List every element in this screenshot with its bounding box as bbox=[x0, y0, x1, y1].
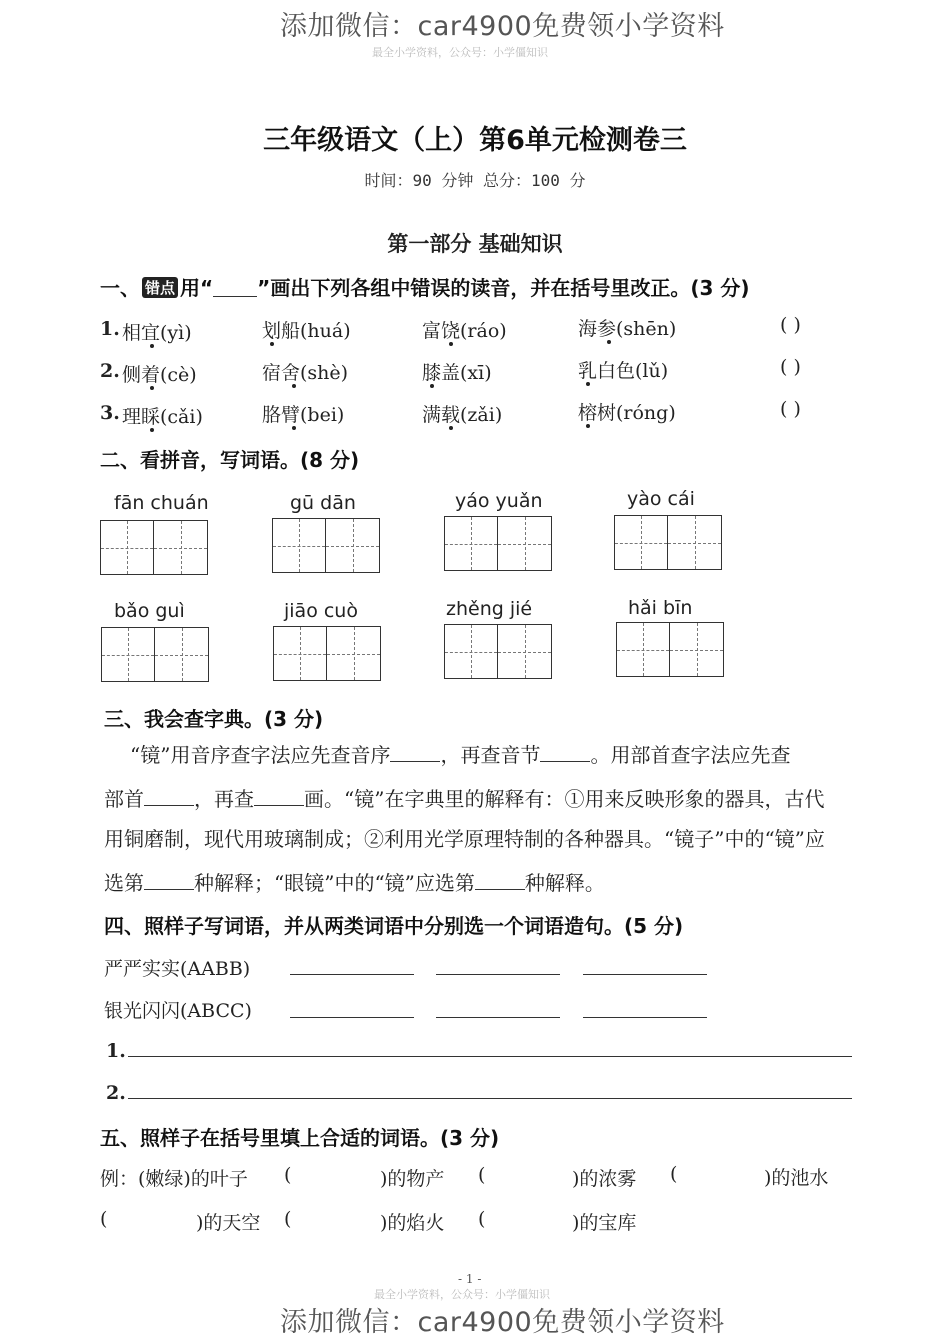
faint-footer: 最全小学资料，公众号：小学僵知识 bbox=[374, 1288, 550, 1301]
q4-aabb-blank-3[interactable] bbox=[583, 974, 707, 975]
q3-line-4: 选第 种解释；“眼镜”中的“镜”应选第 种解释。 bbox=[104, 871, 605, 895]
q5-item-chishui: )的池水 bbox=[764, 1167, 829, 1189]
q4-abcc-blank-3[interactable] bbox=[583, 1017, 707, 1018]
writing-grid-8[interactable] bbox=[616, 622, 724, 677]
emphasis-dot bbox=[150, 344, 154, 348]
q4-abcc-blank-1[interactable] bbox=[290, 1017, 414, 1018]
question-3-title: 三、我会查字典。(3 分) bbox=[104, 707, 324, 731]
question-1-text-a: 用“ bbox=[180, 276, 214, 300]
page-number: - 1 - bbox=[458, 1272, 482, 1286]
q1-row-1-answer[interactable]: ( ) bbox=[780, 314, 801, 336]
q4-abcc-blank-2[interactable] bbox=[436, 1017, 560, 1018]
error-tag: 错点 bbox=[142, 277, 178, 298]
q1-row-1-num: 1. bbox=[100, 318, 120, 340]
emphasis-dot bbox=[292, 426, 296, 430]
pinyin-6: jiāo cuò bbox=[284, 600, 358, 622]
question-1-prefix: 一、 bbox=[100, 276, 140, 300]
emphasis-dot bbox=[586, 424, 590, 428]
q1-row-2-item-4: 乳白色(lǔ) bbox=[578, 360, 669, 382]
q4-label-aabb: 严严实实(AABB) bbox=[104, 958, 251, 980]
q5-paren-open[interactable]: ( bbox=[670, 1163, 678, 1185]
q1-row-1-item-1: 相宜(yì) bbox=[122, 322, 192, 344]
emphasis-dot bbox=[150, 386, 154, 390]
q1-row-2-item-3: 膝盖(xī) bbox=[422, 362, 492, 384]
blank-bushou[interactable] bbox=[144, 785, 194, 806]
emphasis-dot bbox=[270, 342, 274, 346]
blank-yinxu[interactable] bbox=[390, 741, 440, 762]
emphasis-dot bbox=[449, 342, 453, 346]
q1-row-3-item-1: 理睬(cǎi) bbox=[122, 406, 203, 428]
watermark-bottom: 添加微信：car4900免费领小学资料 bbox=[280, 1307, 725, 1338]
pinyin-7: zhěng jié bbox=[446, 598, 533, 620]
writing-grid-6[interactable] bbox=[273, 626, 381, 681]
q1-row-2-item-2: 宿舍(shè) bbox=[262, 362, 349, 384]
pinyin-4: yào cái bbox=[627, 488, 695, 510]
faint-header: 最全小学资料，公众号：小学僵知识 bbox=[372, 46, 548, 59]
question-1-text-b: ”画出下列各组中错误的读音，并在括号里改正。(3 分) bbox=[257, 276, 750, 300]
emphasis-dot bbox=[607, 340, 611, 344]
q4-label-abcc: 银光闪闪(ABCC) bbox=[104, 1000, 252, 1022]
emphasis-dot bbox=[430, 384, 434, 388]
q5-example: 例：(嫩绿)的叶子 bbox=[100, 1168, 248, 1190]
writing-grid-1[interactable] bbox=[100, 520, 208, 575]
q5-paren-open[interactable]: ( bbox=[478, 1208, 486, 1230]
writing-grid-7[interactable] bbox=[444, 624, 552, 679]
q5-paren-open[interactable]: ( bbox=[478, 1164, 486, 1186]
q5-paren-open[interactable]: ( bbox=[284, 1208, 292, 1230]
question-4-title: 四、照样子写词语，并从两类词语中分别选一个词语造句。(5 分) bbox=[104, 914, 684, 938]
q1-row-2-num: 2. bbox=[100, 360, 120, 382]
emphasis-dot bbox=[150, 428, 154, 432]
q4-sentence-1-line[interactable] bbox=[128, 1056, 852, 1057]
q1-row-1-item-4: 海参(shēn) bbox=[578, 318, 677, 340]
pinyin-3: yáo yuǎn bbox=[455, 490, 543, 512]
q1-row-3-item-2: 胳臂(bei) bbox=[262, 404, 345, 426]
blank-yinjie[interactable] bbox=[540, 741, 590, 762]
q1-row-2-answer[interactable]: ( ) bbox=[780, 356, 801, 378]
q1-row-2-item-1: 侧着(cè) bbox=[122, 364, 197, 386]
writing-grid-5[interactable] bbox=[101, 627, 209, 682]
q5-item-tiankong: )的天空 bbox=[196, 1212, 261, 1234]
emphasis-dot bbox=[449, 426, 453, 430]
question-5-title: 五、照样子在括号里填上合适的词语。(3 分) bbox=[100, 1126, 500, 1150]
pinyin-8: hǎi bīn bbox=[628, 597, 693, 619]
q1-row-1-item-2: 划船(huá) bbox=[262, 320, 351, 342]
writing-grid-3[interactable] bbox=[444, 516, 552, 571]
question-2-title: 二、看拼音，写词语。(8 分) bbox=[100, 448, 360, 472]
q4-aabb-blank-2[interactable] bbox=[436, 974, 560, 975]
q3-line-2: 部首 ，再查 画。“镜”在字典里的解释有：①用来反映形象的器具，古代 bbox=[104, 787, 825, 811]
pinyin-1: fān chuán bbox=[114, 492, 209, 514]
q1-row-3-answer[interactable]: ( ) bbox=[780, 398, 801, 420]
emphasis-dot bbox=[292, 384, 296, 388]
page-subtitle: 时间：90 分钟 总分：100 分 bbox=[364, 171, 586, 190]
emphasis-dot bbox=[586, 382, 590, 386]
q4-aabb-blank-1[interactable] bbox=[290, 974, 414, 975]
q5-paren-open[interactable]: ( bbox=[284, 1164, 292, 1186]
q1-row-3-item-4: 榕树(róng) bbox=[578, 402, 676, 424]
blank-huashu[interactable] bbox=[254, 785, 304, 806]
q5-item-nongwu: )的浓雾 bbox=[572, 1168, 637, 1190]
q3-line-1: “镜”用音序查字法应先查音序 ，再查音节 。用部首查字法应先查 bbox=[130, 743, 791, 767]
writing-grid-2[interactable] bbox=[272, 518, 380, 573]
pinyin-5: bǎo guì bbox=[114, 600, 185, 622]
q5-item-yanhuo: )的焰火 bbox=[380, 1212, 445, 1234]
q1-row-3-num: 3. bbox=[100, 402, 120, 424]
q1-row-3-item-3: 满载(zǎi) bbox=[422, 404, 503, 426]
q5-item-baoku: )的宝库 bbox=[572, 1212, 637, 1234]
part-title: 第一部分 基础知识 bbox=[387, 232, 563, 256]
pinyin-2: gū dān bbox=[290, 492, 356, 514]
page-title: 三年级语文（上）第6单元检测卷三 bbox=[263, 125, 687, 156]
q5-paren-open[interactable]: ( bbox=[100, 1208, 108, 1230]
question-1-title bbox=[100, 272, 749, 301]
writing-grid-4[interactable] bbox=[614, 515, 722, 570]
watermark-top: 添加微信：car4900免费领小学资料 bbox=[280, 11, 725, 42]
blank-jingzi[interactable] bbox=[144, 869, 194, 890]
underline-sample bbox=[213, 278, 257, 297]
q3-line-3: 用铜磨制，现代用玻璃制成；②利用光学原理特制的各种器具。“镜子”中的“镜”应 bbox=[104, 827, 825, 851]
q4-sentence-2-line[interactable] bbox=[128, 1098, 852, 1099]
q5-item-wuchan: )的物产 bbox=[380, 1168, 445, 1190]
q1-row-1-item-3: 富饶(ráo) bbox=[422, 320, 507, 342]
q4-sentence-2-num: 2. bbox=[106, 1082, 126, 1104]
blank-yanjing[interactable] bbox=[475, 869, 525, 890]
q4-sentence-1-num: 1. bbox=[106, 1040, 126, 1062]
